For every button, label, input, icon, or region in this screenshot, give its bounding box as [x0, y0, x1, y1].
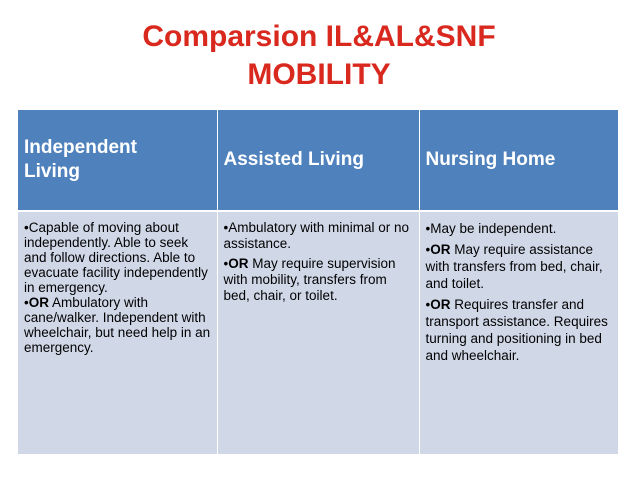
cell-nursing-home — [419, 211, 618, 454]
cell-independent-living — [18, 211, 217, 454]
list-item: •Ambulatory with minimal or no assistance. — [223, 220, 410, 251]
slide-title — [0, 18, 638, 94]
table-row — [18, 211, 618, 454]
list-item: •OR Ambulatory with cane/walker. Independent with wheelchair, but need help in an emergency. — [24, 295, 211, 355]
title-line-2: MOBILITY — [247, 58, 391, 91]
title-line-1: Comparsion IL&AL&SNF — [142, 20, 496, 53]
list-item: •OR May require assistance with transfers from bed, chair, and toilet. — [425, 242, 603, 291]
list-item: •Capable of moving about independently. Able to seek and follow directions. Able to evacuate facility independently in emergency. — [24, 220, 208, 295]
comparison-table — [18, 110, 618, 454]
list-item: •May be independent. — [425, 221, 557, 236]
header-independent-living: Independent Living — [18, 110, 217, 211]
header-row — [18, 110, 618, 211]
list-item: •OR Requires transfer and transport assistance. Requires turning and positioning in bed and wheelchair. — [425, 297, 608, 363]
header-nursing-home: Nursing Home — [419, 110, 618, 211]
header-assisted-living: Assisted Living — [217, 110, 419, 211]
list-item: •OR May require supervision with mobility, transfers from bed, chair, or toilet. — [223, 256, 396, 303]
cell-assisted-living — [217, 211, 419, 454]
